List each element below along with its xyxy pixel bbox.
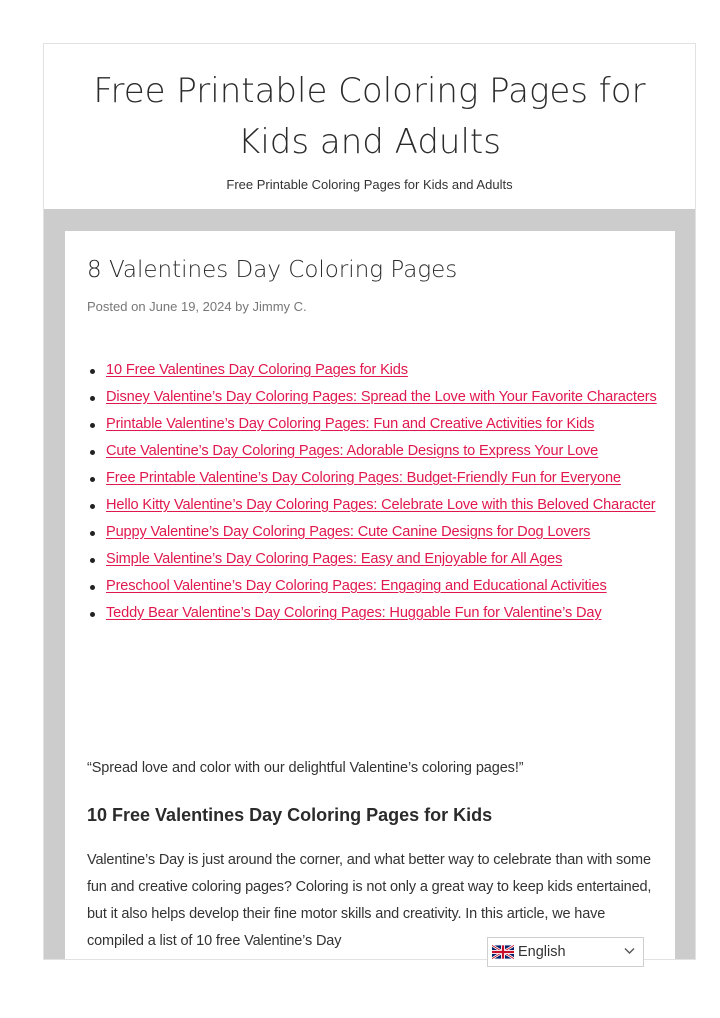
toc-link[interactable]: Free Printable Valentine’s Day Coloring Pages: Budget-Friendly Fun for Everyone (106, 470, 621, 486)
toc-item (106, 357, 676, 384)
site-title[interactable]: Free Printable Coloring Pages for Kids and Adults (93, 71, 646, 162)
toc-link[interactable]: 10 Free Valentines Day Coloring Pages for Kids (106, 362, 408, 378)
toc-link[interactable]: Simple Valentine’s Day Coloring Pages: Easy and Enjoyable for All Ages (106, 551, 563, 567)
article-body: Valentine’s Day is just around the corner, and what better way to celebrate than with some fun and creative coloring pages? Coloring is not only a great way to keep kids entertained, but it also helps develop their fine motor skills and creativity. In this article, we have compiled a list of 10 free Valentine’s Day (87, 852, 652, 949)
toc-item (106, 384, 676, 411)
section-heading: 10 Free Valentines Day Coloring Pages for Kids (87, 805, 493, 825)
site-header (44, 44, 695, 209)
table-of-contents (87, 357, 676, 627)
toc-item (106, 465, 676, 492)
article (65, 231, 675, 960)
toc-item (106, 573, 676, 600)
toc-item (106, 438, 676, 465)
language-label: English (518, 944, 566, 960)
site-container (43, 43, 696, 960)
chevron-down-icon (624, 947, 635, 955)
article-meta: Posted on June 19, 2024 by Jimmy C. (87, 299, 307, 314)
site-description: Free Printable Coloring Pages for Kids and Adults (226, 177, 513, 192)
toc-item (106, 519, 676, 546)
toc-item (106, 411, 676, 438)
toc-link[interactable]: Disney Valentine’s Day Coloring Pages: Spread the Love with Your Favorite Characters (106, 389, 657, 405)
uk-flag-icon (492, 945, 514, 959)
article-quote: “Spread love and color with our delightful Valentine’s coloring pages!” (87, 760, 524, 776)
toc-item (106, 600, 676, 627)
toc-link[interactable]: Puppy Valentine’s Day Coloring Pages: Cute Canine Designs for Dog Lovers (106, 524, 591, 540)
toc-link[interactable]: Printable Valentine’s Day Coloring Pages: Fun and Creative Activities for Kids (106, 416, 595, 432)
toc-link[interactable]: Preschool Valentine’s Day Coloring Pages: Engaging and Educational Activities (106, 578, 607, 594)
toc-link[interactable]: Teddy Bear Valentine’s Day Coloring Pages: Huggable Fun for Valentine’s Day (106, 605, 602, 621)
language-selector[interactable] (487, 937, 644, 967)
toc-item (106, 492, 676, 519)
toc-link[interactable]: Hello Kitty Valentine’s Day Coloring Pages: Celebrate Love with this Beloved Character (106, 497, 656, 513)
toc-item (106, 546, 676, 573)
toc-link[interactable]: Cute Valentine’s Day Coloring Pages: Adorable Designs to Express Your Love (106, 443, 599, 459)
article-title: 8 Valentines Day Coloring Pages (87, 257, 458, 283)
